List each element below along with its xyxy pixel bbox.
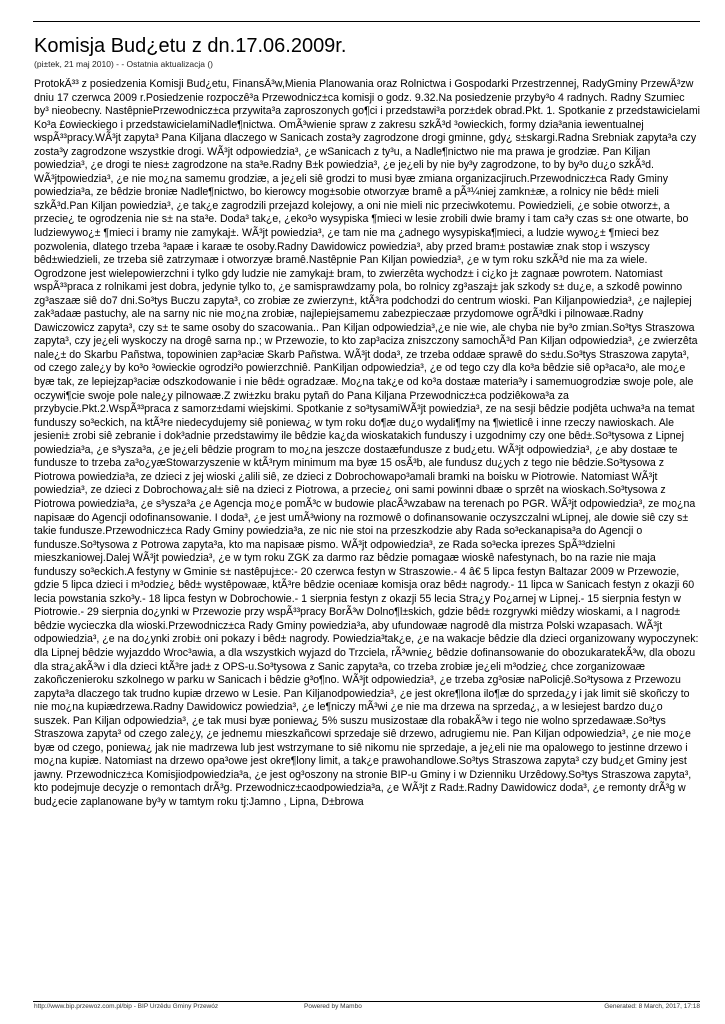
document-body: ProtokÃ³³ z posiedzenia Komisji Bud¿etu, FinansÃ³w,Mienia Planowania oraz Rolnictwa i Gospodarki Przestrzennej, RadyGminy PrzewÃ³zw dniu 17 czerwca 2009 r.Posiedzenie rozpoczê³a Przewodnicz±ca komisji o godz. 9.32.Na posiedzenie przyby³o 4 radnych. Radny Szumiec by³ nieobecny. NastêpniePrzewodnicz±ca przywita³a zaproszonych go¶ci i przedstawi³a porz±dek obrad.Pkt. 1. Spotkanie z przedstawicielami Ko³a £owieckiego i przedstawicielamiNadle¶nictwa. OmÃ³wienie spraw z zakresu szkÃ³d ³owieckich, formy dzia³ania iewentualnej wspÃ³³pracy.WÃ³jt zapyta³ Pana Kiljana dlaczego w Sanicach zosta³y zagrodzone drogi gminne, gdy¿ s±skargi.Radna Srebniak zapyta³a czy zosta³y zagrodzone wszystkie drogi. WÃ³jt odpowiedzia³, ¿e wSanicach z ty³u, a Nadle¶nictwo nie ma prawa je grodziæ. Pan Kiljan powiedzia³, ¿e drogi te nies± zagrodzone na sta³e.Radny B±k powiedzia³, ¿e je¿eli by nie by³y zagrodzone, to by by³o du¿o szkÃ³d. WÃ³jtpowiedzia³, ¿e nie mo¿na samemu grodziæ, a je¿eli siê grodzi to musi byæ zmiana organizacjiruch.Przewodnicz±ca Rady Gminy powiedzia³a, ze bêdzie broniæ Nadle¶nictwo, bo kierowcy mog±sobie otworzyæ bramê a pÃ³¼niej zamkn±æ, a rolnicy nie bêd± mieli szkÃ³d.Pan Kiljan powiedzia³, ¿e tak¿e zagrodzili przejazd kolejowy, a oni nie mieli nic przeciwkotemu. Powiedzieli, ¿e sobie otworz±, a przecie¿ te ogrodzenia nie s± na sta³e. Doda³ tak¿e, ¿eko³o wysypiska ¶mieci w lesie zrobili dwie bramy i tam ca³y czas s± one otwarte, bo ludziewywo¿± ¶mieci i bramy nie zamykaj±. WÃ³jt powiedzia³, ¿e tam nie ma ¿adnego wysypiska¶mieci, a ludzie wywo¿± ¶mieci bez pozwolenia, dlatego trzeba ³apaæ i karaæ te osoby.Radny Dawidowicz powiedzia³, aby przed bram± postawiæ znak stop i wszyscy bêd±wiedzieli, ze trzeba siê zatrzymaæ i otworzyæ bramê.Nastêpnie Pan Kiljan powiedzia³, ¿e w tym roku szkÃ³d nie ma za wiele. Ogrodzone jest wielepowierzchni i tylko gdy ludzie nie zamykaj± bram, to zwierzêta wychodz± i ci¿ko j± zagnaæ powrotem. Natomiast wspÃ³³praca z rolnikami jest dobra, jedynie tylko to, ¿e samisprawdzamy pola, bo rolnicy zg³aszaj± jak szkody s± du¿e, a szkodê powinno zg³aszaæ siê do7 dni.So³tys Buczu zapyta³, co zrobiæ ze zwierzyn±, ktÃ³ra podchodzi do centrum wioski. Pan Kiljanpowiedzia³, ¿e najlepiej zak³adaæ pastuchy, ale na sarny nic nie mo¿na zrobiæ, najlepiejsamemu zabezpieczaæ przydomowe ogrÃ³dki i pilnowaæ.Radny Dawiczowicz zapyta³, czy s± te same osoby do szacowania.. Pan Kiljan odpowiedzia³,¿e nie wie, ale chyba nie by³o zmian.So³tys Straszowa zapyta³, czy je¿eli wyskoczy na drogê sarna np.; w Przewozie, to kto zap³aciza zniszczony samochÃ³d Pan Kiljan odpowiedzia³, ¿e zwierzêta nale¿± do Skarbu Pañstwa, topowinien zap³aciæ Skarb Pañstwa. WÃ³jt doda³, ze trzeba oddaæ sprawê do s±du.So³tys Straszowa zapyta³, od czego zale¿y by ko³o ³owieckie ogrodzi³o powierzchniê. PanKiljan odpowiedzia³, ¿e od tego czy dla ko³a bêdzie siê op³aca³o, ale mo¿e byæ tak, ze lepiejzap³aciæ odszkodowanie i nie bêd± ogradzaæ. Mo¿na tak¿e od ko³a dostaæ materia³y i samemuogrodziæ swoje pole, ale oczywi¶cie swoje pole nale¿y pilnowaæ.Z zwi±zku braku pytañ do Pana Kiljana Przewodnicz±ca podziêkowa³a za przybycie.Pkt.2.WspÃ³³praca z samorz±dami wiejskimi. Spotkanie z so³tysamiWÃ³jt powiedzia³, ze na sesji bêdzie podjêta uchwa³a na temat funduszy so³eckich, na ktÃ³re niedecydujemy siê poniewa¿ w tym roku do¶æ du¿o wydali¶my na ¶wietlicê i inne rzeczy nawioskach. Ale jesieni± zrobi siê zebranie i dok³adnie przedstawimy ile bêdzie ka¿da wioskatakich funduszy i uzgodnimy czy one bêd±.So³tysowa z Lipnej powiedzia³a, ¿e s³ysza³a, ¿e je¿eli bêdzie program to mo¿na jeszcze dostaæfundusze z bud¿etu. WÃ³jt odpowiedzia³, ¿e aby dostaæ te fundusze to trzeba za³o¿yæStowarzyszenie w ktÃ³rym minimum ma byæ 15 osÃ³b, ale fundusz du¿ych z tego nie bêdzie.So³tysowa z Piotrowa powiedzia³a, ze dzieci z jej wioski ¿alili siê, ze dzieci z Dobrochowapo³amali bramki na boisku w Piotrowie. Natomiast WÃ³jt powiedzia³, ze dzieci z Dobrochowa¿al± siê na dzieci z Piotrowa, a przecie¿ oni sami powinni dbaæ o sprzêt na wioskach.So³tysowa z Piotrowa powiedzia³a, ¿e s³ysza³a ¿e Agencja mo¿e pomÃ³c w budowie placÃ³wzabaw na terenach po PGR. WÃ³jt odpowiedzia³, ze mo¿na napisaæ do Agencji odofinansowanie. I doda³, ¿e jest umÃ³wiony na rozmowê o dofinansowanie oczyszczalni wLipnej, ale dowie siê czy s± takie fundusze.Przewodnicz±ca Rady Gminy powiedzia³a, ze nic nie stoi na przeszkodzie aby Rada so³eckanapisa³a do Agencji o fundusze.So³tysowa z Potrowa zapyta³a, kto ma napisaæ pismo. WÃ³jt odpowiedzia³, ze Rada so³ecka iprezes SpÃ³³dzielni mieszkaniowej.Dalej WÃ³jt powiedzia³, ¿e w tym roku ZGK za darmo raz bêdzie pomagaæ wioskê nafestynach, bo na razie nie maja funduszy so³eckich.A festyny w Gminie s± nastêpuj±ce:- 20 czerwca festyn w Straszowie.- 4 â€ 5 lipca festyn Baltazar 2009 w Przewozie, gdzie 5 lipca dzieci i m³odzie¿ bêd± wystêpowaæ, ktÃ³re bêdzie oceniaæ komisja oraz bêd± nagrody.- 11 lipca w Sanicach festyn z okazji 60 lecia powstania szko³y.- 18 lipca festyn w Dobrochowie.- 1 sierpnia festyn z okazji 55 lecia Stra¿y Po¿arnej w Lipnej.- 15 sierpnia festyn w Piotrowie.- 29 sierpnia do¿ynki w Przewozie przy wspÃ³³pracy BorÃ³w Dolno¶l±skich, gdzie bêd± rozgrywki miêdzy wioskami, a I nagrod± bêdzie wycieczka dla wioski.Przewodnicz±ca Rady Gminy powiedzia³a, aby ufundowaæ nagrodê dla mistrza Polski wzapasach. WÃ³jt odpowiedzia³, ¿e na do¿ynki zrobi± oni pokazy i bêd± nagrody. Powiedzia³tak¿e, ¿e na wakacje bêdzie dla dzieci organizowany wypoczynek: dla Lipnej bêdzie wyjazddo Wroc³awia, a dla wszystkich wyjazd do Trzciela, rÃ³wnie¿ bêdzie dofinansowanie do obozukaratekÃ³w, dla obozu dla stra¿akÃ³w i dla dzieci ktÃ³re jad± z OPS-u.So³tysowa z Sanic zapyta³a, co trzeba zrobiæ je¿eli m³odzie¿ chce zorganizowaæ zakoñczenieroku szkolnego w parku w Sanicach i bêdzie g³o¶no. WÃ³jt odpowiedzia³, ¿e trzeba zg³osiæ naPolicjê.So³tysowa z Przewozu zapyta³a dlaczego tak trudno kupiæ drzewo w Lesie. Pan Kiljanodpowiedzia³, ¿e jest okre¶lona ilo¶æ do sprzeda¿y i jak limit siê skoñczy to nie mo¿na kupiædrzewa.Radny Dawidowicz powiedzia³, ¿e le¶niczy mÃ³wi ¿e nie ma drzewa na sprzeda¿, a w lesiejest bardzo du¿o suszek. Pan Kiljan odpowiedzia³, ¿e tak musi byæ poniewa¿ 5% suszu musizostaæ dla robakÃ³w i tego nie wolno sprzedawaæ.So³tys Straszowa zapyta³ od czego zale¿y, ¿e jednemu mieszkañcowi sprzedaje siê drzewo, adrugiemu nie. Pan Kiljan odpowiedzia³, ¿e nie mo¿e byæ od czego, poniewa¿ jak nie madrzewa lub jest wstrzymane to siê nikomu nie sprzedaje, a je¿eli nie ma opalowego to jestinne drzewo i mo¿na kupiæ. Natomiast na drzewo opa³owe jest okre¶lony limit, a tak¿e prawohandlowe.So³tys Straszowa zapyta³ czy bud¿et Gminy jest jawny. Przewodnicz±ca Komisjiodpowiedzia³a, ¿e jest og³oszony na stronie BIP-u Gminy i w Dzienniku Urzêdowy.So³tys Straszowa zapyta³, kto podejmuje decyzje o remontach drÃ³g. Przewodnicz±caodpowiedzia³a, ¿e WÃ³jt z Rad±.Radny Dawidowicz doda³, ¿e remonty drÃ³g w bud¿ecie zaplanowane by³y w tamtym roku tj:Jamno , Lipna, D±browa: [34, 78, 700, 808]
footer-source-link[interactable]: http://www.bip.przewoz.com.pl/bip - BIP Urzêdu Gminy Przewóz: [34, 1003, 219, 1010]
page-subtitle: (pi±tek, 21 maj 2010) - - Ostatnia aktualizacja (): [34, 59, 213, 69]
footer-generated: Generated: 8 March, 2017, 17:18: [604, 1003, 700, 1010]
page-title: Komisja Bud¿etu z dn.17.06.2009r.: [34, 35, 347, 57]
document-header: [34, 35, 700, 69]
bottom-divider: [33, 1001, 700, 1002]
footer-powered-by: Powered by Mambo: [304, 1003, 362, 1010]
top-divider: [33, 21, 700, 22]
